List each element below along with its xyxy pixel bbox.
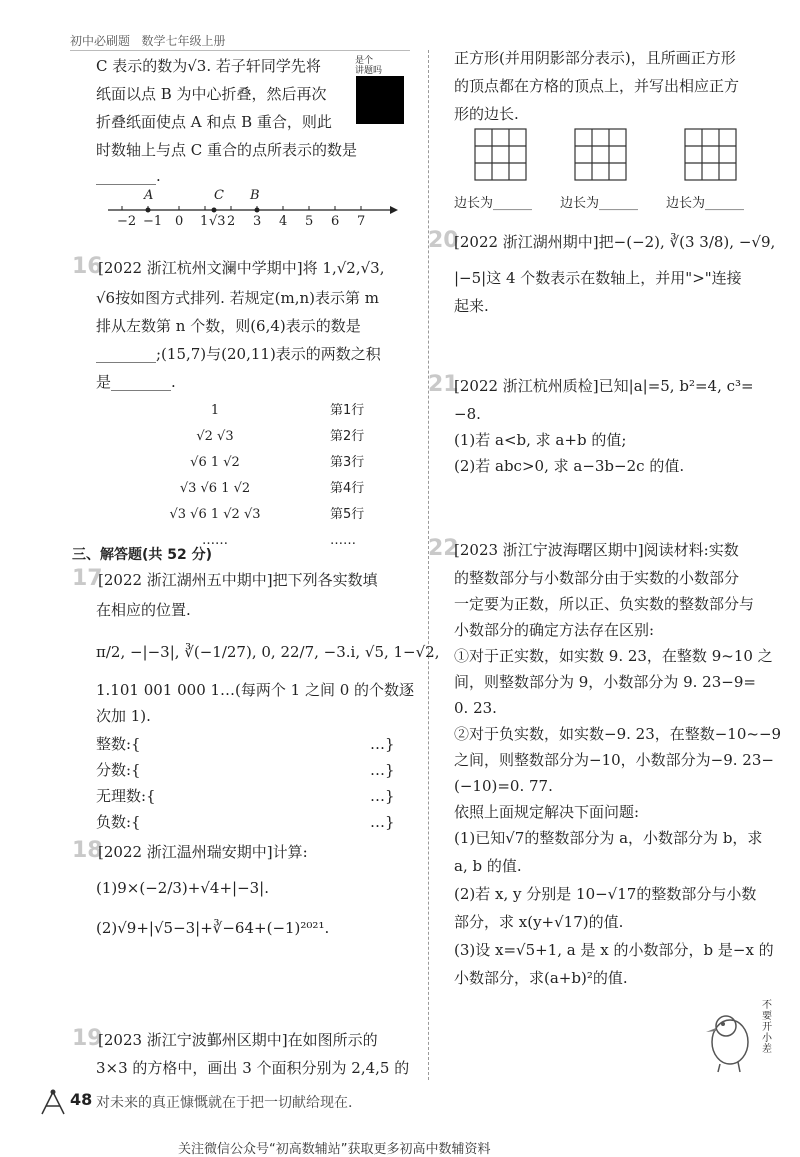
q22-line: (−10)=0. 77. xyxy=(454,777,553,795)
q22-line: ①对于正实数，如实数 9. 23，在整数 9~10 之 xyxy=(454,647,773,665)
column-divider xyxy=(428,50,429,1080)
triangle-row: √3 √6 1 √2 xyxy=(179,481,251,496)
triangle-row: √2 √3 xyxy=(196,429,234,444)
tick-label: 3 xyxy=(253,214,262,229)
q21-line: (1)若 a<b, 求 a+b 的值; xyxy=(454,431,627,449)
q16-line: √6按如图方式排列. 若规定(m,n)表示第 m xyxy=(96,289,379,307)
tick-label: −1 xyxy=(143,214,163,229)
q16-line: ________;(15,7)与(20,11)表示的两数之积 xyxy=(96,345,381,363)
row-label: …… xyxy=(330,533,356,548)
q15-line: 折叠纸面使点 A 和点 B 重合，则此 xyxy=(96,113,332,131)
axis-point-dot xyxy=(212,208,217,213)
side-length-blank: 边长为______ xyxy=(666,196,745,211)
q17-numbers: π/2, −|−3|, ∛(−1/27), 0, 22/7, −3.i, √5, 1−√2, xyxy=(96,643,440,661)
q15-line: 纸面以点 B 为中心折叠，然后再次 xyxy=(96,85,327,103)
category-fraction: 分数:{ xyxy=(96,761,141,779)
grid-3x3[interactable] xyxy=(684,128,738,182)
category-tail: …} xyxy=(370,735,395,753)
q19-line: [2023 浙江宁波鄞州区期中]在如图所示的 xyxy=(98,1031,378,1049)
q18-part1: (1)9×(−2/3)+√4+|−3|. xyxy=(96,879,269,897)
q22-line: 之间，则整数部分为−10，小数部分为−9. 23− xyxy=(454,751,774,769)
q22-line: [2023 浙江宁波海曙区期中]阅读材料:实数 xyxy=(454,541,739,559)
footer-promo: 关注微信公众号“初高数辅站”获取更多初高中数辅资料 xyxy=(178,1142,491,1157)
q19-cont: 的顶点都在方格的顶点上，并写出相应正方 xyxy=(454,77,740,95)
triangle-row: √6 1 √2 xyxy=(190,455,240,470)
q22-line: 一定要为正数，所以正、负实数的整数部分与 xyxy=(454,595,755,613)
tick-label: 5 xyxy=(305,214,314,229)
tick-label: −2 xyxy=(117,214,137,229)
q15-line: C 表示的数为√3. 若子轩同学先将 xyxy=(96,57,321,75)
motto: 对未来的真正慷慨就在于把一切献给现在. xyxy=(96,1095,353,1111)
book-title: 初中必刷题 数学七年级上册 xyxy=(70,34,226,48)
q22-line: 小数部分的确定方法存在区别: xyxy=(454,621,655,639)
question-number: 16 xyxy=(72,254,103,279)
q16-line: 是________. xyxy=(96,373,176,391)
q15-answer-blank: ________. xyxy=(96,167,161,185)
tick-label: 7 xyxy=(357,214,366,229)
q16-line: [2022 浙江杭州文澜中学期中]将 1,√2,√3, xyxy=(98,259,385,277)
q22-line: (1)已知√7的整数部分为 a，小数部分为 b，求 xyxy=(454,829,763,847)
q22-line: 0. 23. xyxy=(454,699,497,717)
triangle-row: 1 xyxy=(210,403,220,418)
category-negative: 负数:{ xyxy=(96,813,141,831)
row-label: 第3行 xyxy=(330,455,365,470)
triangle-row: …… xyxy=(202,533,228,548)
q20-line: |−5|这 4 个数表示在数轴上，并用">"连接 xyxy=(454,269,742,287)
q19-cont: 形的边长. xyxy=(454,105,519,123)
tick-label: 6 xyxy=(331,214,340,229)
axis-point-dot xyxy=(255,208,260,213)
category-integer: 整数:{ xyxy=(96,735,141,753)
row-labels xyxy=(330,398,364,554)
row-label: 第4行 xyxy=(330,481,365,496)
grid-3x3[interactable] xyxy=(574,128,628,182)
q19-line: 3×3 的方格中，画出 3 个面积分别为 2,4,5 的 xyxy=(96,1059,410,1077)
point-C: C xyxy=(214,188,224,203)
question-number: 22 xyxy=(428,536,459,561)
point-B: B xyxy=(250,188,260,203)
row-label: 第1行 xyxy=(330,403,365,418)
q21-line: −8. xyxy=(454,405,481,423)
tick-label: 1 xyxy=(200,214,209,229)
q18-line: [2022 浙江温州瑞安期中]计算: xyxy=(98,843,308,861)
q19-cont: 正方形(并用阴影部分表示)，且所画正方形 xyxy=(454,49,736,67)
axis-point-dot xyxy=(146,208,151,213)
q17-line: 1.101 001 000 1…(每两个 1 之间 0 的个数逐 xyxy=(96,681,415,699)
question-number: 20 xyxy=(428,228,459,253)
question-number: 21 xyxy=(428,372,459,397)
q21-line: (2)若 abc>0, 求 a−3b−2c 的值. xyxy=(454,457,685,475)
tick-label: 2 xyxy=(227,214,236,229)
category-tail: …} xyxy=(370,813,395,831)
q18-part2: (2)√9+|√5−3|+∛−64+(−1)²⁰²¹. xyxy=(96,919,330,937)
q22-line: (3)设 x=√5+1, a 是 x 的小数部分，b 是−x 的 xyxy=(454,941,774,959)
page-number: 48 xyxy=(70,1090,93,1109)
number-triangle xyxy=(110,398,320,554)
q22-line: 间，则整数部分为 9，小数部分为 9. 23−9= xyxy=(454,673,756,691)
q22-line: 部分，求 x(y+√17)的值. xyxy=(454,913,624,931)
point-A: A xyxy=(144,188,154,203)
q22-line: a, b 的值. xyxy=(454,857,522,875)
qr-code-image xyxy=(356,76,404,124)
compass-icon xyxy=(36,1088,70,1116)
question-number: 19 xyxy=(72,1026,103,1051)
q20-line: [2022 浙江湖州期中]把−(−2), ∛(3 3/8), −√9, xyxy=(454,233,776,251)
row-label: 第2行 xyxy=(330,429,365,444)
q22-line: ②对于负实数，如实数−9. 23，在整数−10~−9 xyxy=(454,725,782,743)
side-length-blank: 边长为______ xyxy=(454,196,533,211)
question-number: 18 xyxy=(72,838,103,863)
q21-line: [2022 浙江杭州质检]已知|a|=5, b²=4, c³= xyxy=(454,377,754,395)
question-number: 17 xyxy=(72,566,103,591)
category-tail: …} xyxy=(370,787,395,805)
section-title: 三、解答题(共 52 分) xyxy=(72,547,213,563)
category-irrational: 无理数:{ xyxy=(96,787,156,805)
qr-code[interactable]: 是个 讲题吗 xyxy=(353,56,407,126)
q17-line: 次加 1). xyxy=(96,707,151,725)
q20-line: 起来. xyxy=(454,297,489,315)
triangle-row: √3 √6 1 √2 √3 xyxy=(169,507,261,522)
q17-line: 在相应的位置. xyxy=(96,601,191,619)
q17-line: [2022 浙江湖州五中期中]把下列各实数填 xyxy=(98,571,378,589)
category-tail: …} xyxy=(370,761,395,779)
q22-line: 的整数部分与小数部分由于实数的小数部分 xyxy=(454,569,740,587)
grid-3x3[interactable] xyxy=(474,128,528,182)
tick-label: √3 xyxy=(209,214,226,229)
q22-line: (2)若 x, y 分别是 10−√17的整数部分与小数 xyxy=(454,885,757,903)
q16-line: 排从左数第 n 个数，则(6,4)表示的数是 xyxy=(96,317,361,335)
q15-line: 时数轴上与点 C 重合的点所表示的数是 xyxy=(96,141,358,159)
q22-line: 依照上面规定解决下面问题: xyxy=(454,803,640,821)
tick-label: 4 xyxy=(279,214,288,229)
mascot-text: 不要开小差 xyxy=(762,1000,772,1055)
header-rule xyxy=(70,50,410,51)
side-length-blank: 边长为______ xyxy=(560,196,639,211)
tick-label: 0 xyxy=(175,214,184,229)
row-label: 第5行 xyxy=(330,507,365,522)
q22-line: 小数部分，求(a+b)²的值. xyxy=(454,969,628,987)
